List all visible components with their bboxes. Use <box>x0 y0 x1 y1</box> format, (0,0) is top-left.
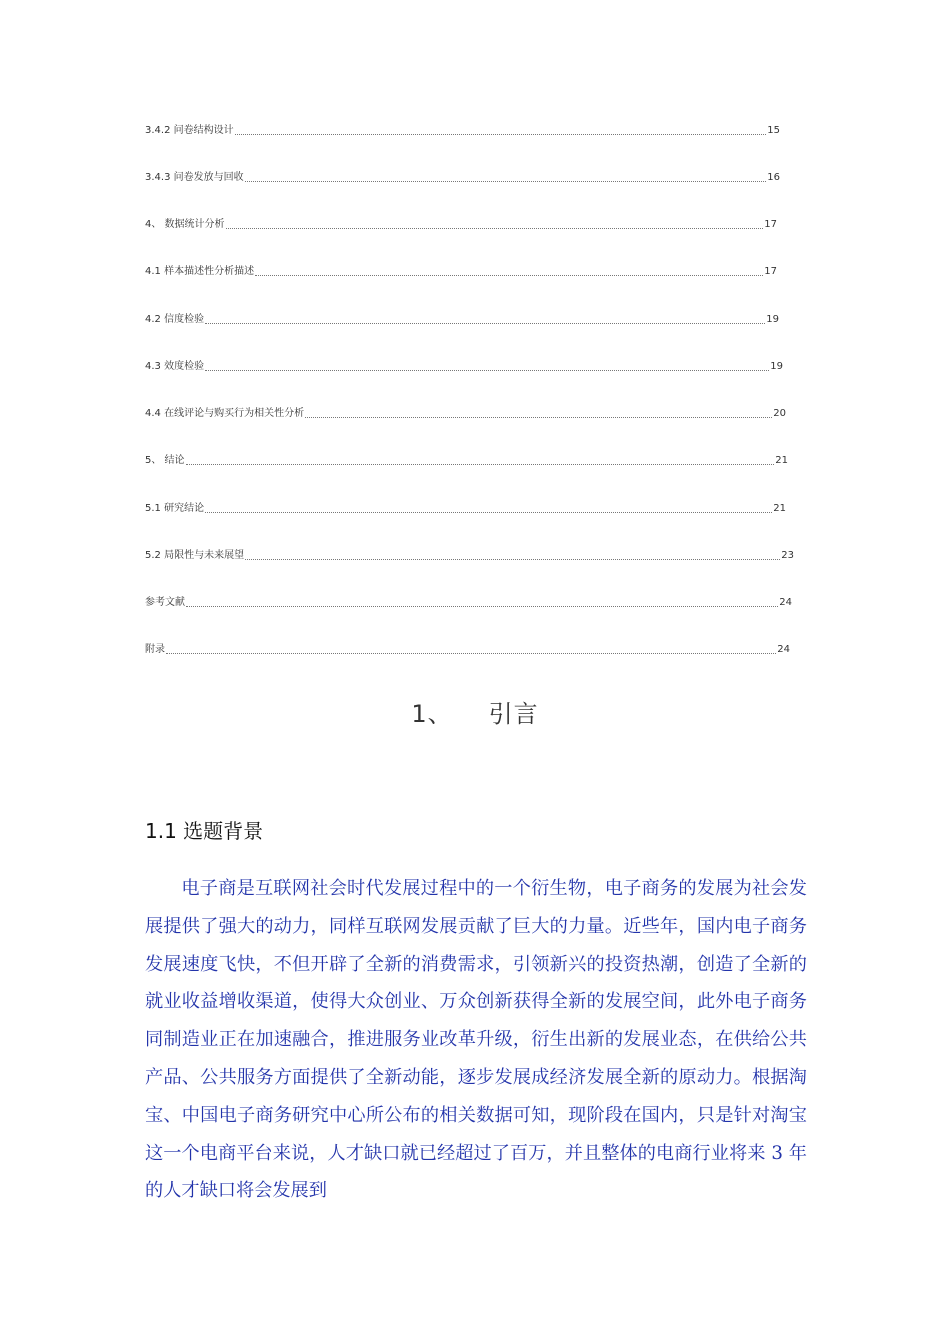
toc-entry[interactable] <box>145 400 786 420</box>
toc-leader-dots <box>166 653 776 654</box>
toc-entry-label: 附录 <box>145 644 165 655</box>
toc-entry[interactable] <box>145 258 777 278</box>
toc-leader-dots <box>235 134 767 135</box>
toc-entry-label: 3.4.3 问卷发放与回收 <box>145 172 244 183</box>
toc-entry-page: 24 <box>777 644 790 655</box>
toc-entry-label: 5.2 局限性与未来展望 <box>145 550 245 561</box>
toc-entry-page: 21 <box>773 503 786 514</box>
toc-leader-dots <box>226 228 764 229</box>
toc-entry[interactable] <box>145 542 794 562</box>
toc-entry-label: 4.2 信度检验 <box>145 314 205 325</box>
toc-entry[interactable] <box>145 211 777 231</box>
chapter-title <box>0 694 950 729</box>
toc-entry-page: 15 <box>767 125 780 136</box>
toc-entry[interactable] <box>145 495 786 515</box>
toc-entry-page: 16 <box>767 172 780 183</box>
toc-entry-page: 19 <box>770 361 783 372</box>
toc-entry-page: 19 <box>766 314 779 325</box>
toc-entry-label: 参考文献 <box>145 597 185 608</box>
toc-leader-dots <box>186 606 778 607</box>
toc-entry-page: 23 <box>781 550 794 561</box>
toc-entry-label: 4.1 样本描述性分析描述 <box>145 266 255 277</box>
toc-leader-dots <box>205 323 765 324</box>
toc-entry[interactable] <box>145 353 783 373</box>
toc-leader-dots <box>255 275 763 276</box>
toc-leader-dots <box>245 559 780 560</box>
chapter-title-text: 引言 <box>488 700 539 728</box>
toc-entry[interactable] <box>145 589 792 609</box>
toc-entry[interactable] <box>145 636 790 656</box>
toc-entry-page: 20 <box>773 408 786 419</box>
toc-entry-label: 4.3 效度检验 <box>145 361 205 372</box>
toc-entry-page: 17 <box>764 266 777 277</box>
toc-entry-page: 17 <box>764 219 777 230</box>
toc-entry[interactable] <box>145 447 788 467</box>
chapter-number: 1、 <box>411 700 453 728</box>
toc-leader-dots <box>186 464 775 465</box>
toc-entry[interactable] <box>145 306 779 326</box>
toc-entry-page: 21 <box>775 455 788 466</box>
toc-entry[interactable] <box>145 117 780 137</box>
toc-entry[interactable] <box>145 164 780 184</box>
toc-leader-dots <box>205 370 769 371</box>
section-heading: 1.1 选题背景 <box>145 819 264 843</box>
toc-leader-dots <box>245 181 767 182</box>
toc-leader-dots <box>205 512 772 513</box>
toc-leader-dots <box>305 417 772 418</box>
toc-entry-page: 24 <box>779 597 792 608</box>
toc-entry-label: 4、 数据统计分析 <box>145 219 225 230</box>
toc-entry-label: 3.4.2 问卷结构设计 <box>145 125 234 136</box>
toc-entry-label: 5、 结论 <box>145 455 185 466</box>
toc-entry-label: 5.1 研究结论 <box>145 503 205 514</box>
toc-entry-label: 4.4 在线评论与购买行为相关性分析 <box>145 408 305 419</box>
body-paragraph: 电子商是互联网社会时代发展过程中的一个衍生物，电子商务的发展为社会发展提供了强大的动力，同样互联网发展贡献了巨大的力量。近些年，国内电子商务发展速度飞快，不但开辟了全新的消费需求，引领新兴的投资热潮，创造了全新的就业收益增收渠道，使得大众创业、万众创新获得全新的发展空间，此外电子商务同制造业正在加速融合，推进服务业改革升级，衍生出新的发展业态，在供给公共产品、公共服务方面提供了全新动能，逐步发展成经济发展全新的原动力。根据淘宝、中国电子商务研究中心所公布的相关数据可知，现阶段在国内，只是针对淘宝这一个电商平台来说，人才缺口就已经超过了百万，并且整体的电商行业将来 3 年的人才缺口将会发展到 <box>145 878 807 1202</box>
